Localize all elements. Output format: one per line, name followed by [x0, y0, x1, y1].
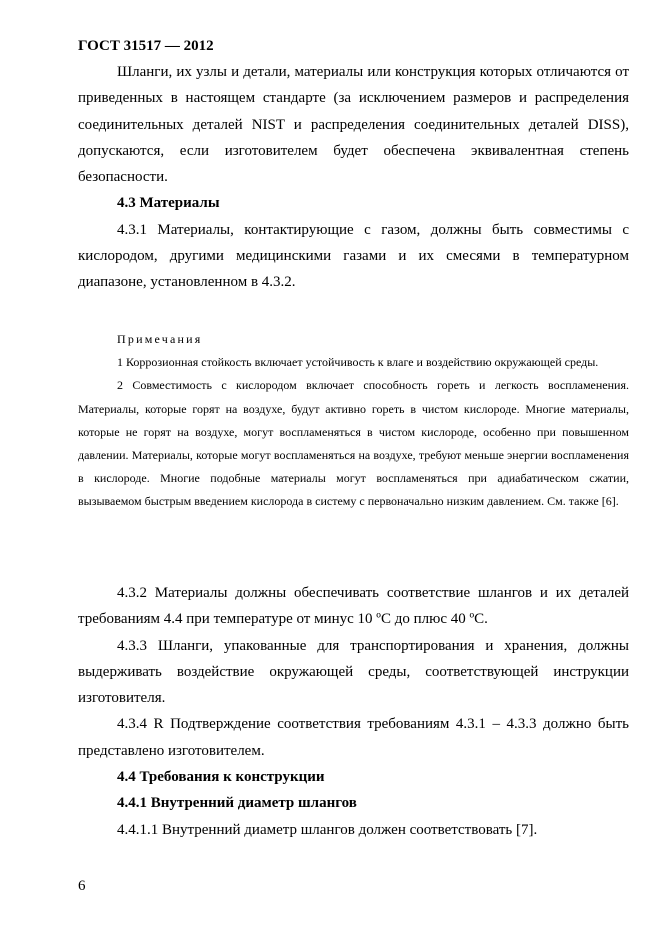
notes-title: Примечания — [117, 332, 203, 346]
document-header: ГОСТ 31517 — 2012 — [78, 38, 214, 54]
paragraph-4-3-2: 4.3.2 Материалы должны обеспечивать соответствие шлангов и их деталей требованиям 4.4 при температуре от минус 10 ºС до плюс 40 ºС. — [78, 585, 629, 628]
paragraph-4-3-3: 4.3.3 Шланги, упакованные для транспортирования и хранения, должны выдерживать воздействие окружающей среды, соответствующей инструкции изготовителя. — [78, 637, 629, 707]
page-number: 6 — [78, 878, 86, 894]
paragraph-4-3-4: 4.3.4 R Подтверждение соответствия требованиям 4.3.1 – 4.3.3 должно быть представлено изготовителем. — [78, 716, 629, 759]
section-block-upper — [78, 59, 629, 296]
section-block-lower — [78, 580, 629, 843]
section-4-4-heading: 4.4 Требования к конструкции — [117, 769, 325, 786]
note-1: 1 Коррозионная стойкость включает устойчивость к влаге и воздействию окружающей среды. — [117, 355, 599, 370]
section-4-3-heading: 4.3 Материалы — [117, 195, 220, 212]
intro-paragraph: Шланги, их узлы и детали, материалы или конструкция которых отличаются от приведенных в настоящем стандарте (за исключением размеров и распределения соединительных деталей NIST и распределения соединительных деталей DISS), допускаются, если изготовителем будет обеспечена эквивалентная степень безопасности. — [78, 64, 629, 186]
notes-block — [78, 328, 629, 514]
section-4-4-1-heading: 4.4.1 Внутренний диаметр шлангов — [117, 795, 357, 812]
paragraph-4-4-1-1: 4.4.1.1 Внутренний диаметр шлангов должен соответствовать [7]. — [117, 821, 538, 838]
paragraph-4-3-1: 4.3.1 Материалы, контактирующие с газом, должны быть совместимы с кислородом, другими медицинскими газами и их смесями в температурном диапазоне, установленном в 4.3.2. — [78, 221, 629, 291]
note-2: 2 Совместимость с кислородом включает способность гореть и легкость воспламенения. Материалы, которые горят на воздухе, будут активно гореть в чистом кислороде. Многие материалы, которые не горят на воздухе, могут воспламеняться в чистом кислороде, особенно при повышенном давлении. Материалы, которые могут воспламеняться на воздухе, требуют меньше энергии воспламенения в кислороде. Многие подобные материалы могут воспламеняться при адиабатическом сжатии, вызываемом быстрым введением кислорода в систему с первоначально низким давлением. См. также [6]. — [78, 378, 629, 509]
